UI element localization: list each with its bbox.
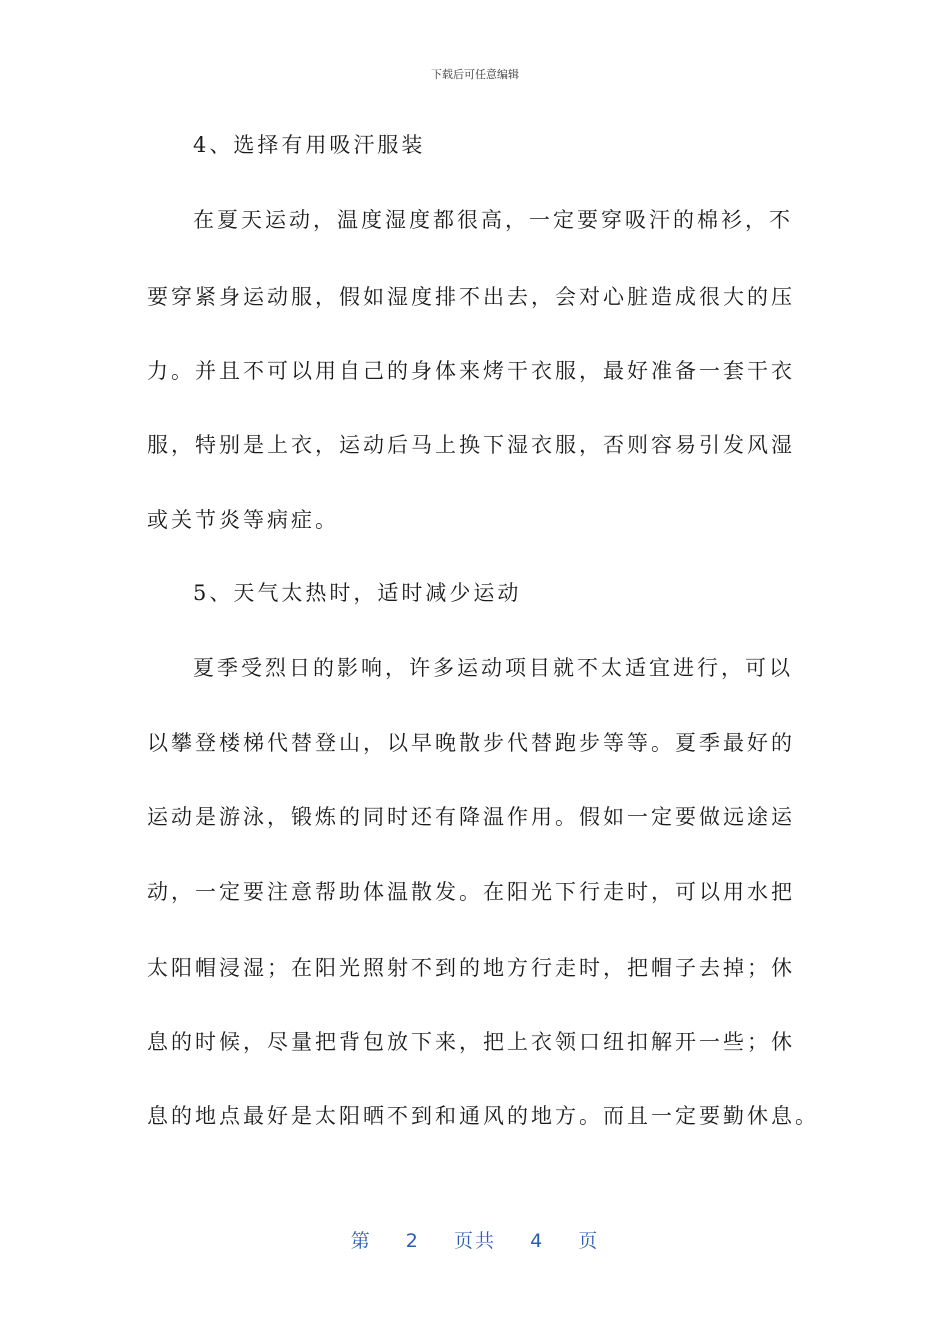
footer-middle: 页共 (453, 1230, 496, 1252)
heading-4: 4、选择有用吸汗服装 (193, 133, 426, 157)
paragraph-line: 夏季受烈日的影响，许多运动项目就不太适宜进行，可以 (193, 656, 793, 680)
footer-total-pages: 4 (530, 1230, 545, 1252)
paragraph-line: 要穿紧身运动服，假如湿度排不出去，会对心脏造成很大的压 (147, 285, 795, 309)
paragraph-line: 息的地点最好是太阳晒不到和通风的地方。而且一定要勤休息。 (147, 1104, 819, 1128)
paragraph-line: 运动是游泳，锻炼的同时还有降温作用。假如一定要做远途运 (147, 805, 795, 829)
paragraph-line: 在夏天运动，温度湿度都很高，一定要穿吸汗的棉衫，不 (193, 208, 793, 232)
paragraph-line: 服，特别是上衣，运动后马上换下湿衣服，否则容易引发风湿 (147, 433, 795, 457)
header-note: 下载后可任意编辑 (431, 68, 519, 81)
paragraph-line: 或关节炎等病症。 (147, 508, 339, 532)
heading-5: 5、天气太热时，适时减少运动 (193, 581, 522, 605)
footer-prefix: 第 (350, 1230, 372, 1252)
page-footer (0, 1226, 950, 1253)
paragraph-line: 力。并且不可以用自己的身体来烤干衣服，最好准备一套干衣 (147, 359, 795, 383)
paragraph-line: 息的时候，尽量把背包放下来，把上衣领口纽扣解开一些；休 (147, 1030, 795, 1054)
footer-suffix: 页 (578, 1230, 600, 1252)
paragraph-line: 动，一定要注意帮助体温散发。在阳光下行走时，可以用水把 (147, 880, 795, 904)
paragraph-line: 太阳帽浸湿；在阳光照射不到的地方行走时，把帽子去掉；休 (147, 956, 795, 980)
footer-current-page: 2 (405, 1230, 420, 1252)
paragraph-line: 以攀登楼梯代替登山，以早晚散步代替跑步等等。夏季最好的 (147, 731, 795, 755)
